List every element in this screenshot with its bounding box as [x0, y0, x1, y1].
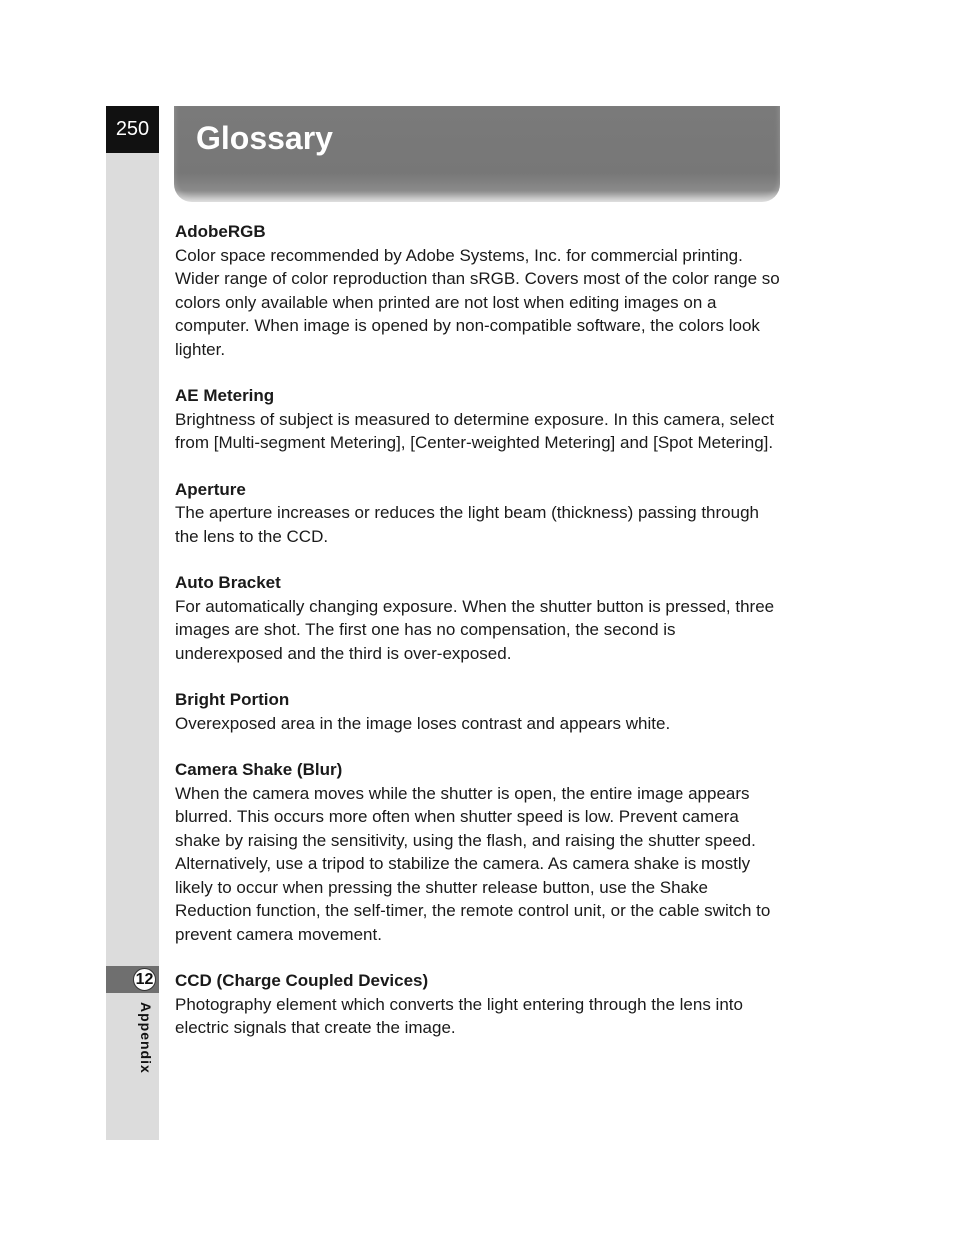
glossary-definition: For automatically changing exposure. When the shutter button is pressed, three images are shot. The first one has no compensation, the second is underexposed and the third is over-exposed.: [175, 596, 775, 663]
glossary-term: Bright Portion: [175, 690, 290, 709]
glossary-definition: Color space recommended by Adobe Systems, Inc. for commercial printing. Wider range of color reproduction than sRGB. Covers most of the color range so colors only available when printed are not lost when editing images on a computer. When image is opened by non-compatible software, the colors look lighter.: [175, 245, 780, 359]
glossary-entry: [175, 969, 785, 1040]
glossary-entry: [175, 571, 785, 665]
glossary-entry: [175, 384, 785, 455]
glossary-definition: When the camera moves while the shutter is open, the entire image appears blurred. This occurs more often when shutter speed is low. Prevent camera shake by raising the sensitivity, using the flash, and raising the shutter speed. Alternatively, use a tripod to stabilize the camera. As camera shake is mostly likely to occur when pressing the shutter release button, use the Shake Reduction function, the self-timer, the remote control unit, or the cable switch to prevent camera movement.: [175, 783, 771, 944]
glossary-entry: [175, 478, 785, 549]
chapter-number-badge: 12: [133, 968, 156, 991]
glossary-list: [175, 220, 785, 1063]
glossary-definition: Photography element which converts the light entering through the lens into electric signals that create the image.: [175, 994, 743, 1037]
glossary-term: Auto Bracket: [175, 573, 281, 592]
glossary-term: AE Metering: [175, 386, 275, 405]
glossary-definition: Brightness of subject is measured to determine exposure. In this camera, select from [Multi-segment Metering], [Center-weighted Metering] and [Spot Metering].: [175, 409, 775, 452]
page-number: 250: [106, 106, 159, 153]
glossary-term: Aperture: [175, 479, 246, 499]
glossary-entry: [175, 688, 785, 735]
title-banner: [174, 106, 780, 202]
glossary-entry: [175, 220, 785, 361]
page-title: Glossary: [196, 120, 333, 156]
glossary-term: Camera Shake (Blur): [175, 760, 343, 779]
glossary-definition: Overexposed area in the image loses contrast and appears white.: [175, 713, 671, 733]
glossary-entry: [175, 758, 785, 946]
glossary-term: CCD (Charge Coupled Devices): [175, 971, 429, 990]
glossary-definition: The aperture increases or reduces the light beam (thickness) passing through the lens to the CCD.: [175, 503, 759, 546]
glossary-term: AdobeRGB: [175, 222, 266, 241]
chapter-label: Appendix: [138, 1002, 154, 1074]
